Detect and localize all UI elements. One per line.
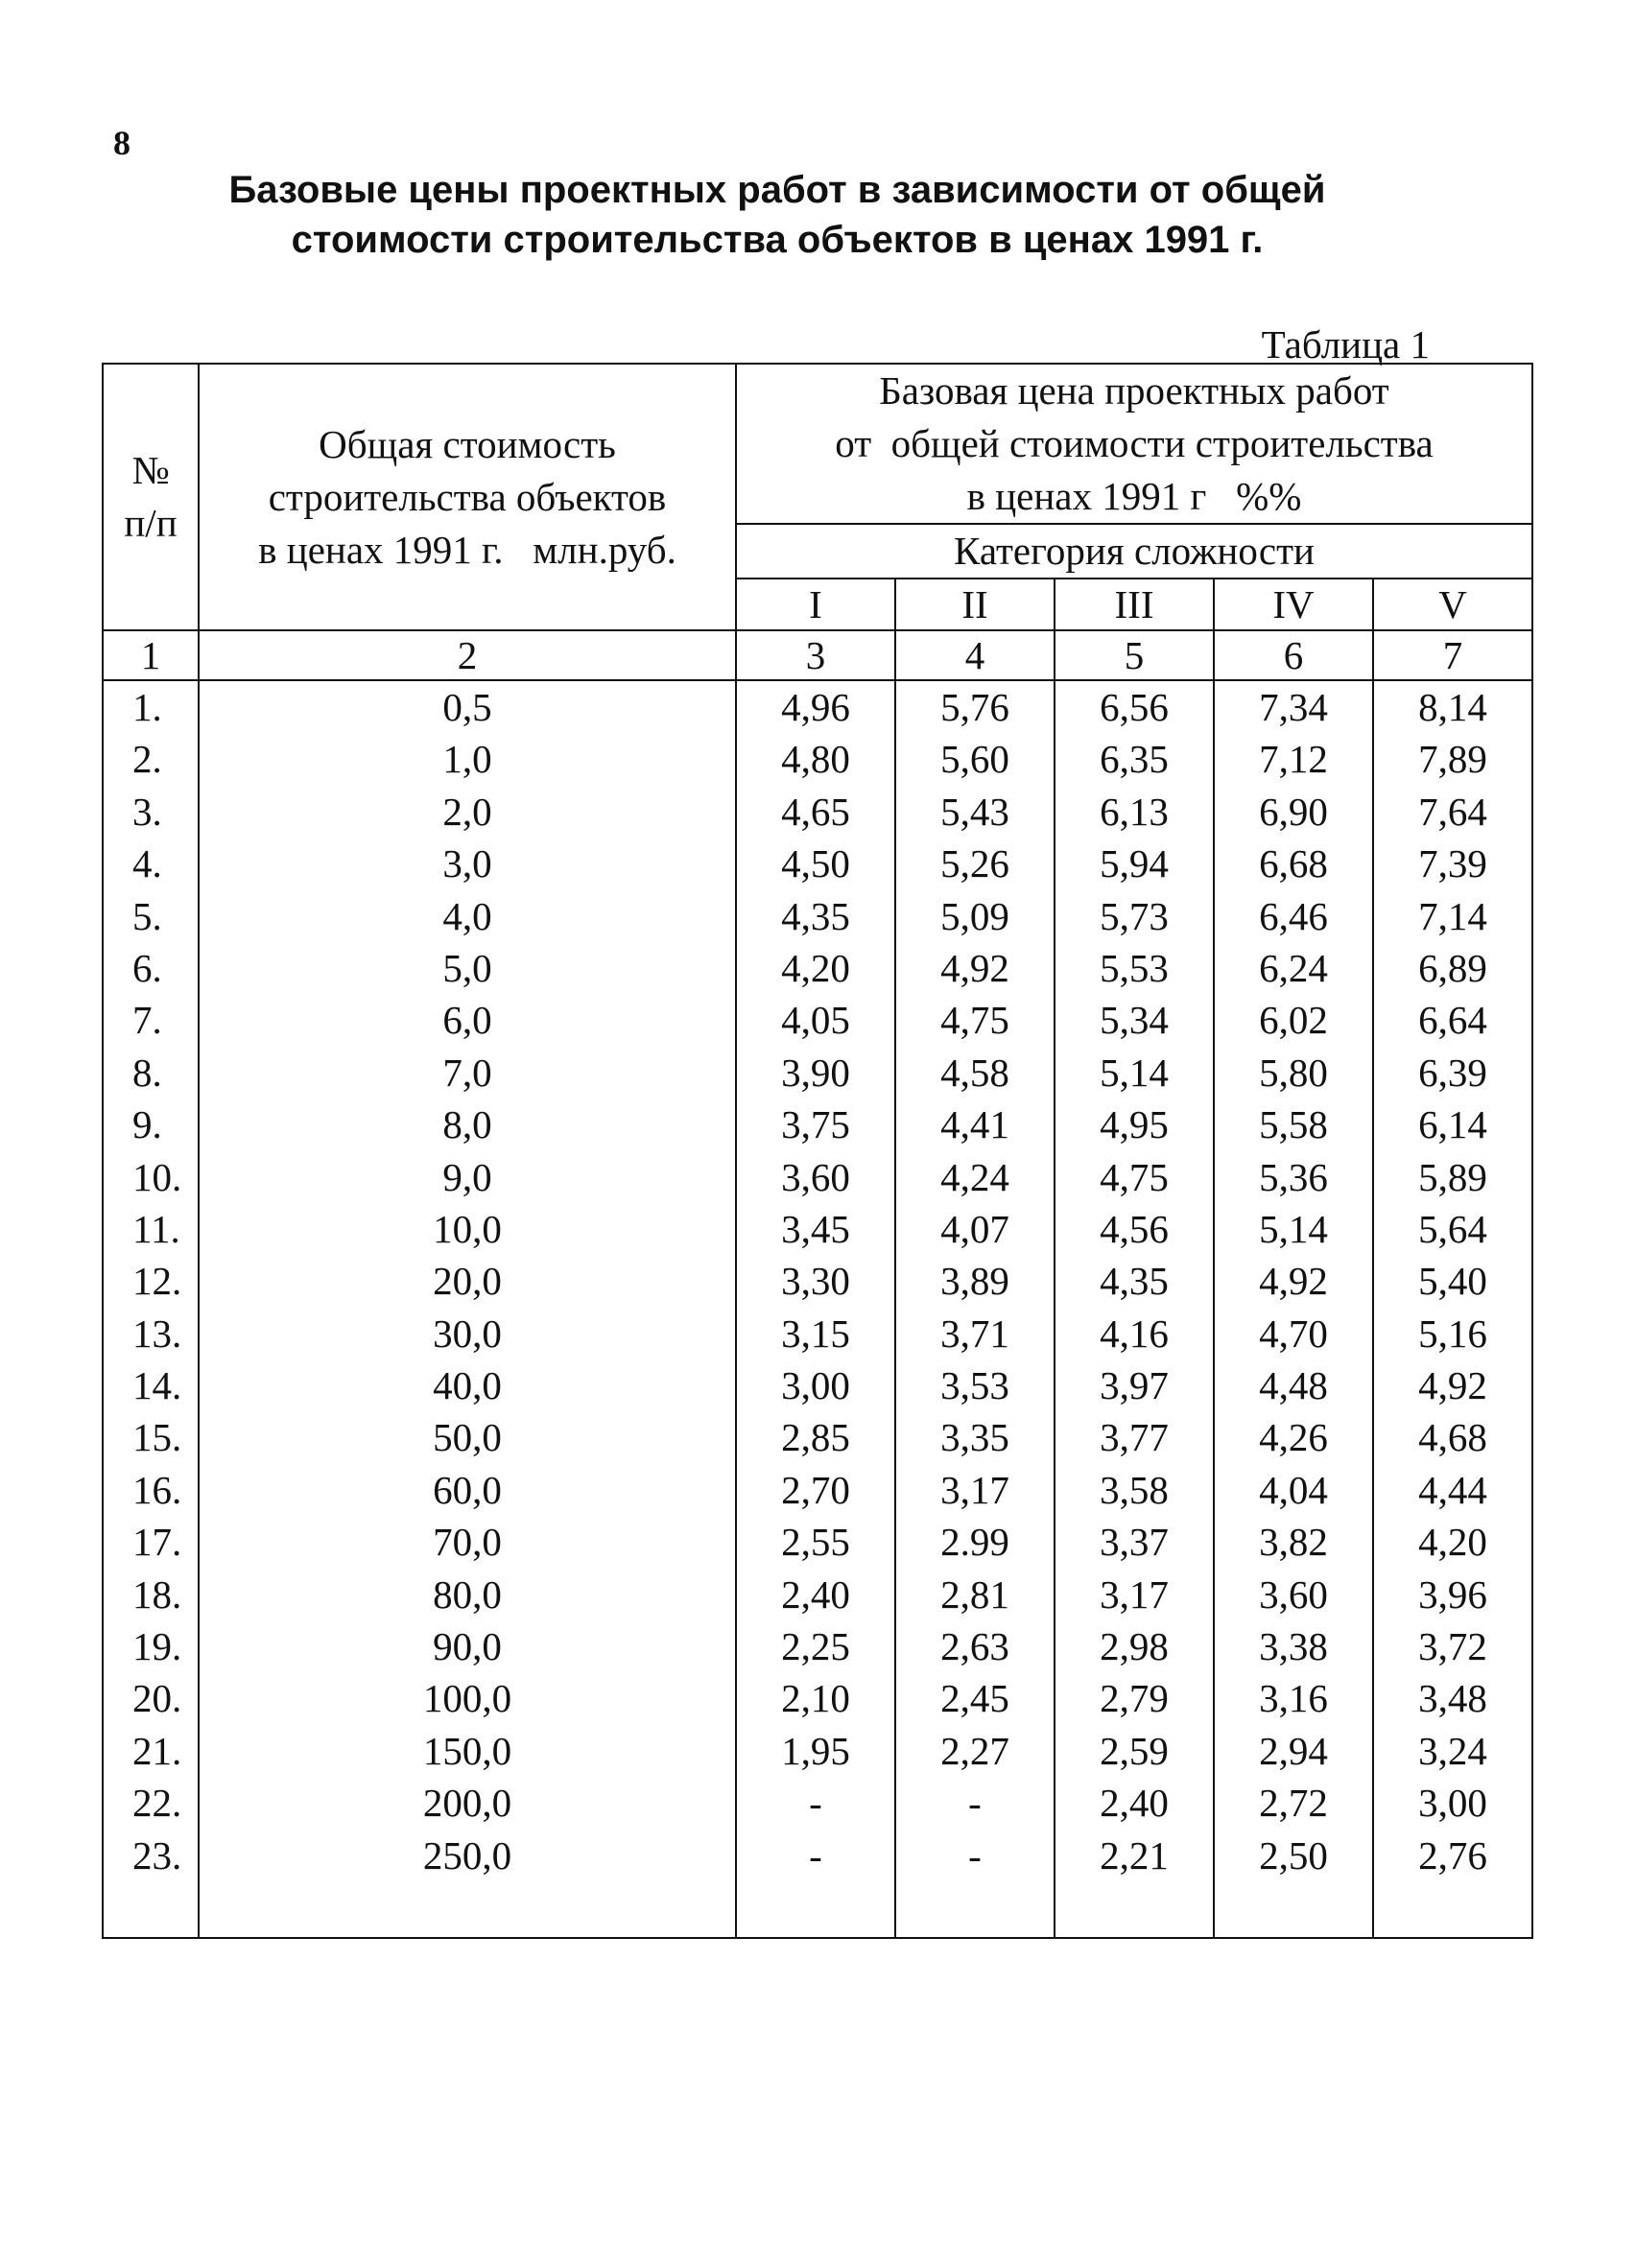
price-cell-category-v: 5,64 <box>1373 1203 1532 1255</box>
table-row <box>103 1672 1532 1724</box>
price-cell-category-ii: 5,76 <box>895 680 1055 733</box>
price-cell-category-v: 4,92 <box>1373 1359 1532 1411</box>
row-number: 19. <box>103 1620 199 1672</box>
price-cell-category-ii: 2,45 <box>895 1672 1055 1724</box>
price-cell-category-ii: 2,81 <box>895 1569 1055 1620</box>
price-cell-category-v: 7,14 <box>1373 890 1532 942</box>
column-number-6: 6 <box>1214 630 1373 680</box>
header-total-cost-line-3: в ценах 1991 г. млн.руб. <box>258 527 676 572</box>
header-total-cost-line-2: строительства объектов <box>268 474 667 519</box>
price-cell-category-i: 4,35 <box>736 890 895 942</box>
price-cell-category-iv: 4,04 <box>1214 1464 1373 1516</box>
row-number: 20. <box>103 1672 199 1724</box>
price-cell-category-iv: 7,34 <box>1214 680 1373 733</box>
price-cell-category-iii: 3,97 <box>1055 1359 1214 1411</box>
price-cell-category-v: 6,64 <box>1373 994 1532 1046</box>
total-cost-cell: 40,0 <box>199 1359 736 1411</box>
column-number-7: 7 <box>1373 630 1532 680</box>
price-cell-category-ii: 3,71 <box>895 1308 1055 1359</box>
row-number: 21. <box>103 1725 199 1777</box>
table-row <box>103 1569 1532 1620</box>
price-cell-category-iv: 2,50 <box>1214 1830 1373 1881</box>
table-row <box>103 838 1532 889</box>
price-cell-category-v: 6,39 <box>1373 1047 1532 1099</box>
price-cell-category-ii: 5,60 <box>895 733 1055 785</box>
price-cell-category-iii: 3,77 <box>1055 1411 1214 1463</box>
price-cell-category-iv: 7,12 <box>1214 733 1373 785</box>
spacer-cell <box>199 1881 736 1938</box>
price-cell-category-iv: 4,92 <box>1214 1255 1373 1307</box>
price-cell-category-iii: 3,37 <box>1055 1516 1214 1568</box>
price-cell-category-ii: 3,35 <box>895 1411 1055 1463</box>
column-number-4: 4 <box>895 630 1055 680</box>
table-row <box>103 1464 1532 1516</box>
total-cost-cell: 100,0 <box>199 1672 736 1724</box>
price-cell-category-iii: 6,13 <box>1055 786 1214 838</box>
price-cell-category-iii: 6,35 <box>1055 733 1214 785</box>
price-cell-category-iii: 6,56 <box>1055 680 1214 733</box>
price-cell-category-i: 3,00 <box>736 1359 895 1411</box>
table-row <box>103 1777 1532 1829</box>
price-cell-category-iii: 2,40 <box>1055 1777 1214 1829</box>
price-cell-category-ii: - <box>895 1830 1055 1881</box>
price-cell-category-ii: 2,63 <box>895 1620 1055 1672</box>
column-number-5: 5 <box>1055 630 1214 680</box>
row-number: 6. <box>103 942 199 994</box>
price-cell-category-i: - <box>736 1830 895 1881</box>
row-number: 16. <box>103 1464 199 1516</box>
price-cell-category-ii: 3,17 <box>895 1464 1055 1516</box>
price-cell-category-iii: 5,73 <box>1055 890 1214 942</box>
price-cell-category-iii: 5,14 <box>1055 1047 1214 1099</box>
price-cell-category-ii: 4,24 <box>895 1151 1055 1203</box>
table-body <box>103 680 1532 1938</box>
price-cell-category-ii: 5,26 <box>895 838 1055 889</box>
table-row <box>103 1725 1532 1777</box>
header-category-i: I <box>736 579 895 630</box>
table-row <box>103 942 1532 994</box>
price-cell-category-v: 5,89 <box>1373 1151 1532 1203</box>
total-cost-cell: 2,0 <box>199 786 736 838</box>
total-cost-cell: 5,0 <box>199 942 736 994</box>
price-cell-category-i: 4,05 <box>736 994 895 1046</box>
table-row <box>103 1255 1532 1307</box>
total-cost-cell: 50,0 <box>199 1411 736 1463</box>
price-cell-category-i: - <box>736 1777 895 1829</box>
price-cell-category-iv: 6,46 <box>1214 890 1373 942</box>
row-number: 17. <box>103 1516 199 1568</box>
table-row <box>103 1359 1532 1411</box>
price-cell-category-iii: 4,95 <box>1055 1099 1214 1150</box>
table-row <box>103 1411 1532 1463</box>
table-bottom-spacer <box>103 1881 1532 1938</box>
price-cell-category-i: 1,95 <box>736 1725 895 1777</box>
price-cell-category-v: 6,14 <box>1373 1099 1532 1150</box>
price-cell-category-i: 4,65 <box>736 786 895 838</box>
price-cell-category-iii: 3,58 <box>1055 1464 1214 1516</box>
price-cell-category-iii: 4,56 <box>1055 1203 1214 1255</box>
price-cell-category-i: 4,80 <box>736 733 895 785</box>
table-row <box>103 1516 1532 1568</box>
price-cell-category-iii: 5,34 <box>1055 994 1214 1046</box>
title-line-1: Базовые цены проектных работ в зависимости от общей <box>228 169 1326 211</box>
price-cell-category-iii: 2,59 <box>1055 1725 1214 1777</box>
price-cell-category-i: 3,45 <box>736 1203 895 1255</box>
total-cost-cell: 150,0 <box>199 1725 736 1777</box>
price-cell-category-iii: 4,75 <box>1055 1151 1214 1203</box>
price-cell-category-iv: 3,38 <box>1214 1620 1373 1672</box>
price-cell-category-i: 2,40 <box>736 1569 895 1620</box>
total-cost-cell: 60,0 <box>199 1464 736 1516</box>
price-cell-category-iii: 2,98 <box>1055 1620 1214 1672</box>
total-cost-cell: 250,0 <box>199 1830 736 1881</box>
price-cell-category-v: 6,89 <box>1373 942 1532 994</box>
price-cell-category-v: 3,72 <box>1373 1620 1532 1672</box>
price-cell-category-iv: 3,82 <box>1214 1516 1373 1568</box>
column-number-2: 2 <box>199 630 736 680</box>
price-cell-category-iv: 3,16 <box>1214 1672 1373 1724</box>
column-number-3: 3 <box>736 630 895 680</box>
price-cell-category-iv: 2,94 <box>1214 1725 1373 1777</box>
price-cell-category-v: 7,64 <box>1373 786 1532 838</box>
total-cost-cell: 4,0 <box>199 890 736 942</box>
table-row <box>103 786 1532 838</box>
price-cell-category-iv: 5,58 <box>1214 1099 1373 1150</box>
table-header <box>103 364 1532 680</box>
price-cell-category-v: 3,24 <box>1373 1725 1532 1777</box>
table-row <box>103 1099 1532 1150</box>
row-number: 23. <box>103 1830 199 1881</box>
row-number: 10. <box>103 1151 199 1203</box>
header-total-cost <box>199 364 736 630</box>
header-category: Категория сложности <box>736 524 1532 579</box>
header-base-price <box>736 364 1532 524</box>
price-cell-category-i: 3,60 <box>736 1151 895 1203</box>
price-cell-category-i: 2,70 <box>736 1464 895 1516</box>
row-number: 22. <box>103 1777 199 1829</box>
column-number-1: 1 <box>103 630 199 680</box>
price-cell-category-iv: 6,02 <box>1214 994 1373 1046</box>
price-cell-category-iv: 5,36 <box>1214 1151 1373 1203</box>
row-number: 2. <box>103 733 199 785</box>
table-row <box>103 890 1532 942</box>
table-row <box>103 1308 1532 1359</box>
total-cost-cell: 9,0 <box>199 1151 736 1203</box>
price-cell-category-i: 3,90 <box>736 1047 895 1099</box>
price-cell-category-ii: 3,89 <box>895 1255 1055 1307</box>
price-cell-category-v: 3,48 <box>1373 1672 1532 1724</box>
price-cell-category-v: 2,76 <box>1373 1830 1532 1881</box>
row-number: 18. <box>103 1569 199 1620</box>
price-cell-category-i: 3,30 <box>736 1255 895 1307</box>
row-number: 14. <box>103 1359 199 1411</box>
price-cell-category-v: 4,68 <box>1373 1411 1532 1463</box>
total-cost-cell: 0,5 <box>199 680 736 733</box>
price-cell-category-v: 4,20 <box>1373 1516 1532 1568</box>
price-cell-category-iv: 5,14 <box>1214 1203 1373 1255</box>
price-cell-category-iv: 3,60 <box>1214 1569 1373 1620</box>
total-cost-cell: 80,0 <box>199 1569 736 1620</box>
row-number: 11. <box>103 1203 199 1255</box>
header-row-number-line-2: п/п <box>124 501 178 545</box>
table-label: Таблица 1 <box>1261 322 1430 366</box>
price-cell-category-ii: 5,09 <box>895 890 1055 942</box>
table-row <box>103 1151 1532 1203</box>
price-cell-category-i: 2,25 <box>736 1620 895 1672</box>
spacer-cell <box>103 1881 199 1938</box>
header-row-number-line-1: № <box>131 448 170 492</box>
total-cost-cell: 6,0 <box>199 994 736 1046</box>
header-category-iii: III <box>1055 579 1214 630</box>
row-number: 3. <box>103 786 199 838</box>
row-number: 4. <box>103 838 199 889</box>
header-category-v: V <box>1373 579 1532 630</box>
spacer-cell <box>1055 1881 1214 1938</box>
total-cost-cell: 70,0 <box>199 1516 736 1568</box>
price-cell-category-i: 4,20 <box>736 942 895 994</box>
price-cell-category-i: 4,50 <box>736 838 895 889</box>
price-cell-category-v: 7,39 <box>1373 838 1532 889</box>
table-row <box>103 680 1532 733</box>
price-cell-category-iii: 2,79 <box>1055 1672 1214 1724</box>
header-base-price-line-1: Базовая цена проектных работ <box>879 368 1389 413</box>
table-row <box>103 1203 1532 1255</box>
page-title <box>154 165 1401 265</box>
price-cell-category-ii: 3,53 <box>895 1359 1055 1411</box>
row-number: 15. <box>103 1411 199 1463</box>
price-cell-category-v: 3,96 <box>1373 1569 1532 1620</box>
price-cell-category-ii: 4,75 <box>895 994 1055 1046</box>
table-row <box>103 1047 1532 1099</box>
price-cell-category-v: 5,16 <box>1373 1308 1532 1359</box>
table-row <box>103 1830 1532 1881</box>
price-cell-category-i: 2,85 <box>736 1411 895 1463</box>
price-cell-category-iv: 5,80 <box>1214 1047 1373 1099</box>
price-cell-category-ii: 2,27 <box>895 1725 1055 1777</box>
page-number: 8 <box>113 124 130 162</box>
spacer-cell <box>1214 1881 1373 1938</box>
spacer-cell <box>1373 1881 1532 1938</box>
price-cell-category-i: 3,15 <box>736 1308 895 1359</box>
price-cell-category-iv: 2,72 <box>1214 1777 1373 1829</box>
row-number: 7. <box>103 994 199 1046</box>
price-cell-category-iii: 5,94 <box>1055 838 1214 889</box>
price-cell-category-iii: 3,17 <box>1055 1569 1214 1620</box>
price-cell-category-ii: - <box>895 1777 1055 1829</box>
spacer-cell <box>895 1881 1055 1938</box>
price-cell-category-v: 5,40 <box>1373 1255 1532 1307</box>
total-cost-cell: 20,0 <box>199 1255 736 1307</box>
price-cell-category-iii: 4,35 <box>1055 1255 1214 1307</box>
header-total-cost-line-1: Общая стоимость <box>319 421 616 466</box>
price-cell-category-iv: 4,70 <box>1214 1308 1373 1359</box>
price-table <box>102 363 1533 1939</box>
price-cell-category-iv: 6,68 <box>1214 838 1373 889</box>
price-cell-category-i: 4,96 <box>736 680 895 733</box>
price-cell-category-i: 3,75 <box>736 1099 895 1150</box>
table-row <box>103 994 1532 1046</box>
price-cell-category-v: 7,89 <box>1373 733 1532 785</box>
row-number: 12. <box>103 1255 199 1307</box>
total-cost-cell: 7,0 <box>199 1047 736 1099</box>
price-cell-category-v: 8,14 <box>1373 680 1532 733</box>
row-number: 1. <box>103 680 199 733</box>
price-cell-category-i: 2,10 <box>736 1672 895 1724</box>
total-cost-cell: 3,0 <box>199 838 736 889</box>
price-cell-category-ii: 4,58 <box>895 1047 1055 1099</box>
price-cell-category-iv: 4,26 <box>1214 1411 1373 1463</box>
spacer-cell <box>736 1881 895 1938</box>
row-number: 9. <box>103 1099 199 1150</box>
header-base-price-line-2: от общей стоимости строительства <box>835 421 1434 465</box>
total-cost-cell: 8,0 <box>199 1099 736 1150</box>
total-cost-cell: 30,0 <box>199 1308 736 1359</box>
price-cell-category-iii: 5,53 <box>1055 942 1214 994</box>
row-number: 5. <box>103 890 199 942</box>
header-category-ii: II <box>895 579 1055 630</box>
price-cell-category-iv: 6,90 <box>1214 786 1373 838</box>
row-number: 8. <box>103 1047 199 1099</box>
price-cell-category-iii: 4,16 <box>1055 1308 1214 1359</box>
price-cell-category-ii: 4,07 <box>895 1203 1055 1255</box>
price-cell-category-ii: 2.99 <box>895 1516 1055 1568</box>
price-cell-category-iv: 4,48 <box>1214 1359 1373 1411</box>
price-cell-category-ii: 4,41 <box>895 1099 1055 1150</box>
total-cost-cell: 1,0 <box>199 733 736 785</box>
table-row <box>103 733 1532 785</box>
price-cell-category-v: 3,00 <box>1373 1777 1532 1829</box>
title-line-2: стоимости строительства объектов в ценах 1991 г. <box>291 219 1264 261</box>
price-cell-category-i: 2,55 <box>736 1516 895 1568</box>
total-cost-cell: 90,0 <box>199 1620 736 1672</box>
price-table-container <box>102 363 1533 1939</box>
column-number-row <box>103 630 1532 680</box>
price-cell-category-ii: 5,43 <box>895 786 1055 838</box>
header-base-price-line-3: в ценах 1991 г %% <box>966 474 1302 518</box>
header-row-number <box>103 364 199 630</box>
header-category-iv: IV <box>1214 579 1373 630</box>
price-cell-category-ii: 4,92 <box>895 942 1055 994</box>
price-cell-category-v: 4,44 <box>1373 1464 1532 1516</box>
table-row <box>103 1620 1532 1672</box>
total-cost-cell: 10,0 <box>199 1203 736 1255</box>
total-cost-cell: 200,0 <box>199 1777 736 1829</box>
price-cell-category-iv: 6,24 <box>1214 942 1373 994</box>
price-cell-category-iii: 2,21 <box>1055 1830 1214 1881</box>
row-number: 13. <box>103 1308 199 1359</box>
